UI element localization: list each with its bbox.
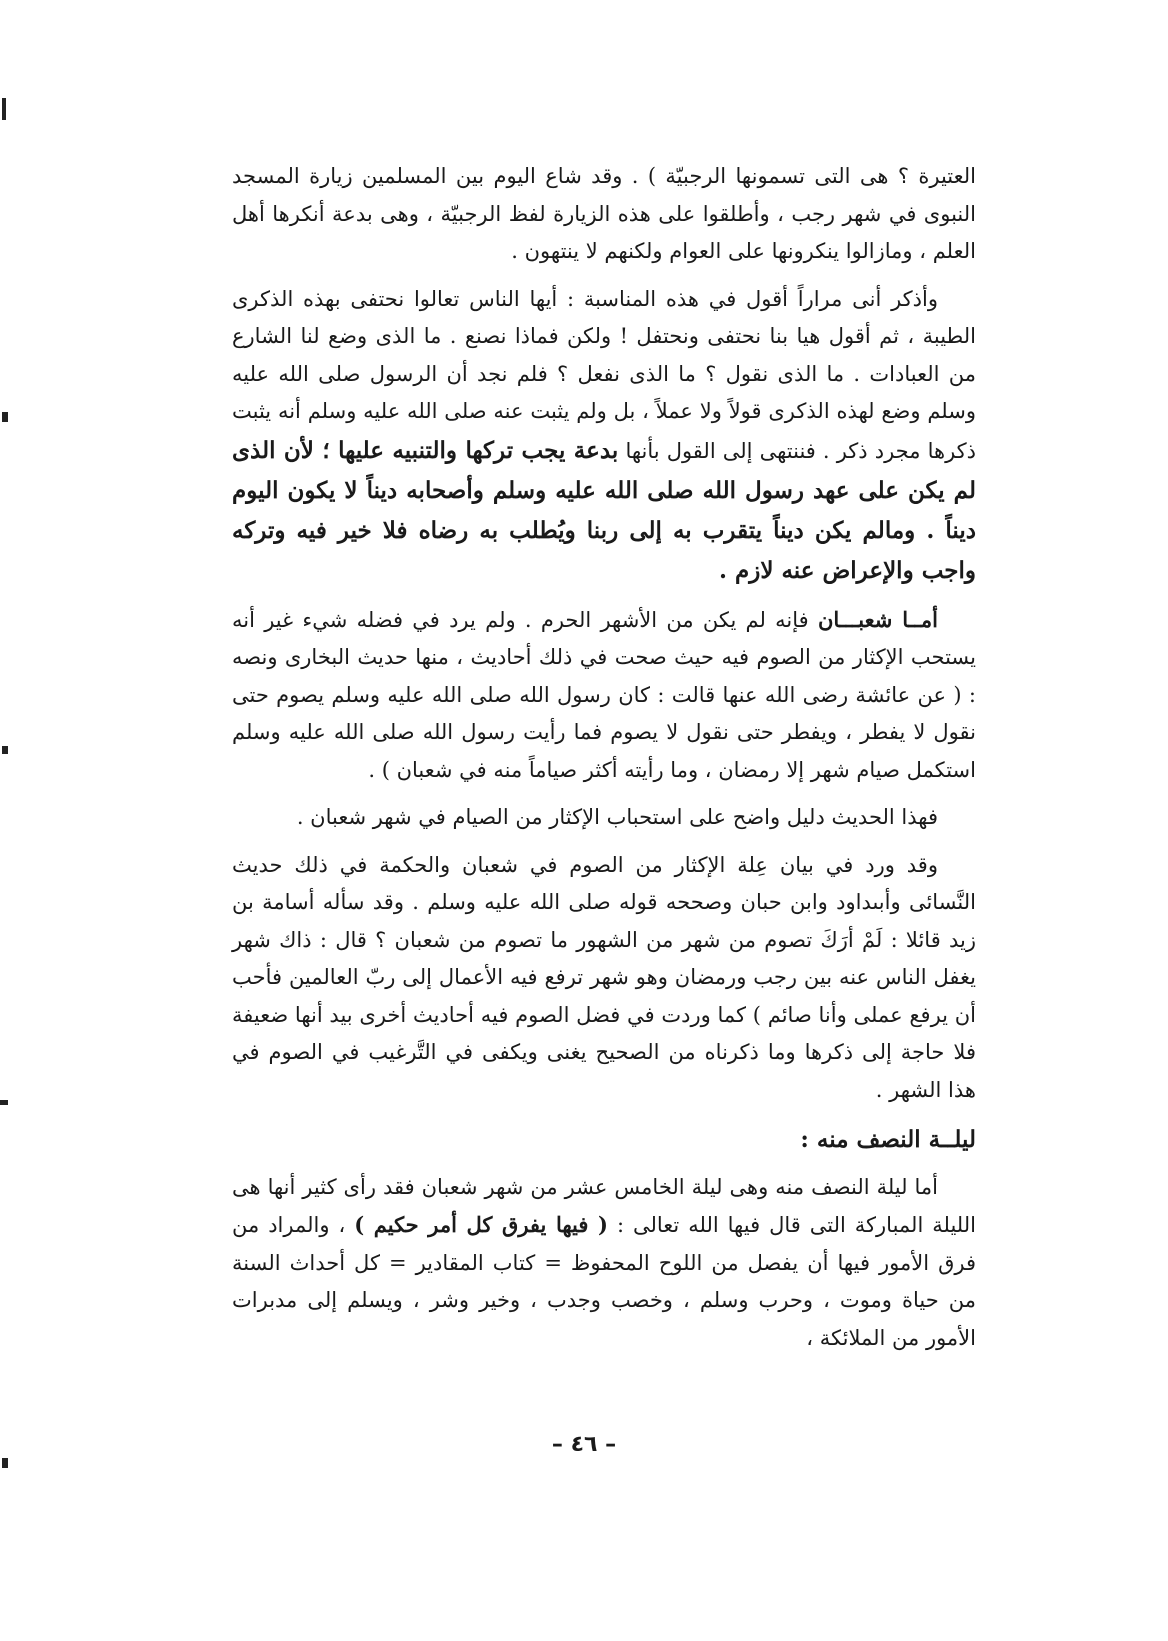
paragraph-mid-shaaban xyxy=(232,1169,976,1358)
scan-mark xyxy=(2,746,8,754)
scan-mark xyxy=(2,1458,8,1468)
bold-ruling-text: بدعة يجب تركها والتنبيه عليها ؛ لأن الذى لم يكن على عهد رسول الله صلى الله عليه وسلم وأصحابه ديناً لا يكون اليوم ديناً . ومالم يكن ديناً يتقرب به إلى ربنا ويُطلب به رضاه فلا خير فيه وتركه واجب والإعراض عنه لازم . xyxy=(232,436,976,584)
book-page xyxy=(232,158,976,1578)
paragraph-wisdom xyxy=(232,847,976,1110)
scan-mark xyxy=(0,1100,8,1105)
paragraph-shaaban xyxy=(232,601,976,790)
paragraph-celebration xyxy=(232,281,976,591)
paragraph-text: العتيرة ؟ هى التى تسمونها الرجبيّة ) . وقد شاع اليوم بين المسلمين زيارة المسجد النبوى في شهر رجب ، وأطلقوا على هذه الزيارة لفظ الرجبيّة ، وهى بدعة أنكرها أهل العلم ، ومازالوا ينكرونها على العوام ولكنهم لا ينتهون . xyxy=(232,164,976,263)
paragraph-rajabiyya xyxy=(232,158,976,271)
page-number: – ٤٦ – xyxy=(551,1432,617,1457)
scan-mark xyxy=(2,98,6,120)
paragraph-text: وأذكر أنى مراراً أقول في هذه المناسبة : أيها الناس تعالوا نحتفى بهذه الذكرى الطيبة ، ثم أقول هيا بنا نحتفى ونحتفل ! ولكن فماذا نصنع . ما الذى وضع لنا الشارع من العبادات . ما الذى نقول ؟ ما الذى نفعل ؟ فلم نجد أن الرسول صلى الله عليه وسلم وضع لهذه الذكرى قولاً ولا عملاً ، بل ولم يثبت عنه صلى الله عليه وسلم أنه يثبت ذكرها مجرد ذكر . فننتهى إلى القول بأنها xyxy=(232,286,976,463)
shaaban-lead: أمــا شعبـــان xyxy=(817,606,938,632)
quran-verse: ( فيها يفرق كل أمر حكيم ) xyxy=(354,1212,608,1237)
paragraph-text-after: ، والمراد من فرق الأمور فيها أن يفصل من اللوح المحفوظ = كتاب المقادير = كل أحداث السنة من حياة وموت ، وحرب وسلم ، وخصب وجدب ، وخير وشر ، ويسلم إلى مدبرات الأمور من الملائكة ، xyxy=(232,1213,976,1350)
paragraph-text-before: أما ليلة النصف منه وهى ليلة الخامس عشر من شهر شعبان فقد رأى كثير أنها هى الليلة المباركة التى قال فيها الله تعالى : xyxy=(232,1174,976,1237)
paragraph-text: فإنه لم يكن من الأشهر الحرم . ولم يرد في فضله شيء غير أنه يستحب الإكثار من الصوم فيه حيث صحت في ذلك أحاديث ، منها حديث البخارى ونصه : ( عن عائشة رضى الله عنها قالت : كان رسول الله صلى الله عليه وسلم يصوم حتى نقول لا يفطر ، ويفطر حتى نقول لا يصوم فما رأيت رسول الله صلى الله عليه وسلم استكمل صيام شهر إلا رمضان ، وما رأيته أكثر صياماً منه في شعبان ) . xyxy=(232,607,976,782)
paragraph-text: وقد ورد في بيان عِلة الإكثار من الصوم في شعبان والحكمة في ذلك حديث النَّسائى وأبىداود وابن حبان وصححه قوله صلى الله عليه وسلم . وقد سأله أسامة بن زيد قائلا : لَمْ أرَكَ تصوم من شهر من الشهور ما تصوم من شعبان ؟ قال : ذاك شهر يغفل الناس عنه بين رجب ورمضان وهو شهر ترفع فيه الأعمال إلى ربّ العالمين فأحب أن يرفع عملى وأنا صائم ) كما وردت في فضل الصوم فيه أحاديث أخرى بيد أنها ضعيفة فلا حاجة إلى ذكرها وما ذكرناه من الصحيح يغنى ويكفى في التَّرغيب في الصوم في هذا الشهر . xyxy=(232,852,976,1102)
paragraph-text: فهذا الحديث دليل واضح على استحباب الإكثار من الصيام في شهر شعبان . xyxy=(296,805,938,829)
paragraph-evidence xyxy=(232,799,976,837)
scan-mark xyxy=(2,412,8,422)
section-heading: ليلــة النصف منه : xyxy=(800,1126,976,1153)
